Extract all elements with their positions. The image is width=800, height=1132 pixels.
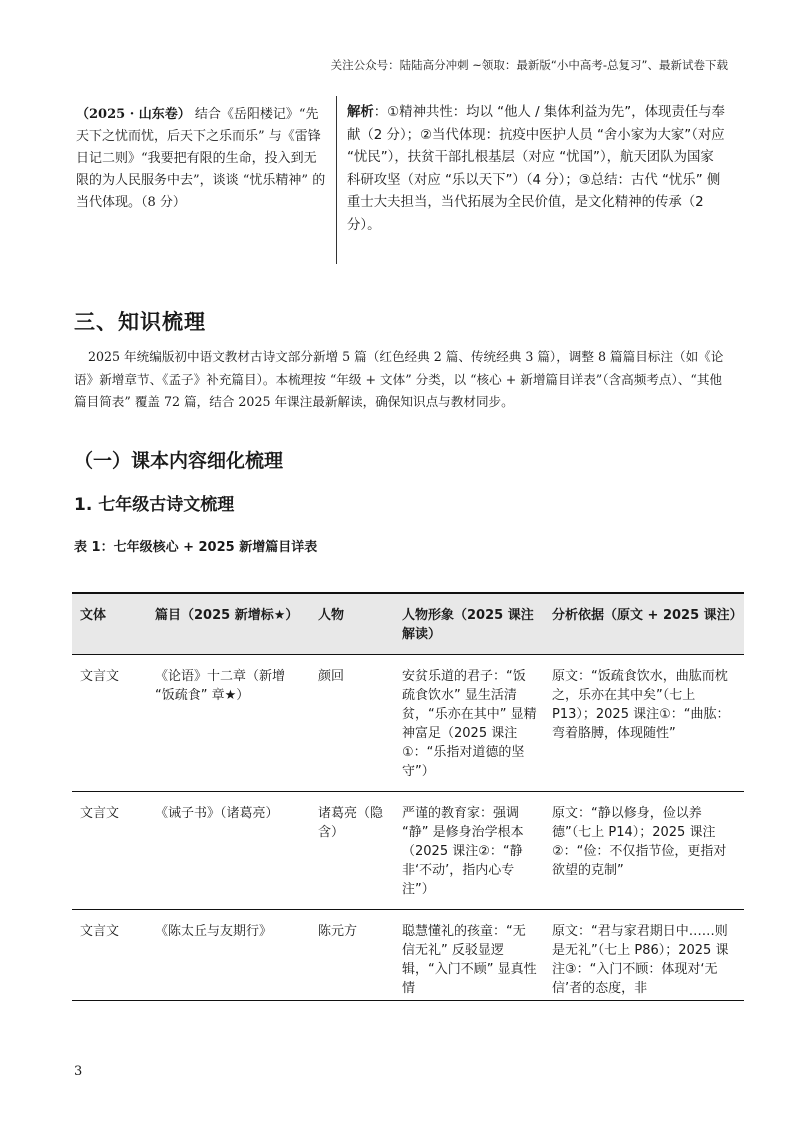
cell-character: 颜回 — [310, 655, 394, 792]
header-genre: 文体 — [72, 593, 147, 655]
cell-genre — [72, 910, 147, 1001]
header-basis: 分析依据（原文 + 2025 课注） — [544, 593, 744, 655]
question-source: （2025 · 山东卷） — [76, 107, 191, 122]
section-title: 三、知识梳理 — [74, 310, 206, 334]
cell-image: 严谨的教育家：强调 “静” 是修身治学根本（2025 课注②：“静非‘不动’，指内心专注”） — [394, 792, 544, 910]
answer-label: 解析 — [347, 105, 374, 120]
poem-table — [72, 592, 744, 1001]
subsection-title: （一）课本内容细化梳理 — [74, 450, 284, 472]
header-note: 关注公众号：陆陆高分冲刺 ~领取：最新版“小中高考-总复习”、最新试卷下载 — [330, 58, 728, 72]
cell-character: 诸葛亮（隐含） — [310, 792, 394, 910]
answer-cell — [337, 96, 734, 264]
cell-image-text: 聪慧懂礼的孩童：“无信无礼” 反驳显逻辑，“入门不顾” 显真性情 — [402, 924, 537, 996]
cell-basis-text: 原文：“君与家君期日中……则是无礼”（七上 P86）；2025 课注③：“入门不顾：体现对‘无信’者的态度，非 — [552, 924, 729, 996]
header-character: 人物 — [310, 593, 394, 655]
cell-genre: 文言文 — [72, 655, 147, 792]
question-text: 结合《岳阳楼记》“先天下之忧而忧，后天下之乐而乐” 与《雷锋日记二则》“我要把有限的生命，投入到无限的为人民服务中去”，谈谈 “忧乐精神” 的当代体现。（8 分） — [76, 107, 326, 210]
cell-title — [147, 910, 310, 1001]
qa-block — [68, 96, 734, 264]
answer-text: ：①精神共性：均以 “他人 / 集体利益为先”，体现责任与奉献（2 分）；②当代体现：抗疫中医护人员 “舍小家为大家”（对应 “忧民”），扶贫干部扎根基层（对应 “忧国”），航天团队为国家科研攻坚（对应 “乐以天下”）（4 分）；③总结：古代 “忧乐” 侧重士大夫担当，当代拓展为全民价值，是文化精神的传承（2 分）。 — [347, 105, 725, 233]
table-row — [72, 792, 744, 910]
cell-image — [394, 910, 544, 1001]
cell-title: 《论语》十二章（新增 “饭疏食” 章★） — [147, 655, 310, 792]
grade-heading: 1. 七年级古诗文梳理 — [74, 495, 235, 515]
table-row — [72, 655, 744, 792]
cell-basis: 原文：“饭疏食饮水，曲肱而枕之，乐亦在其中矣”（七上 P13）；2025 课注①：“曲肱：弯着胳膊，体现随性” — [544, 655, 744, 792]
cell-title: 《诫子书》（诸葛亮） — [147, 792, 310, 910]
cell-character-text: 陈元方 — [318, 924, 358, 939]
question-cell — [68, 96, 337, 264]
cell-genre: 文言文 — [72, 792, 147, 910]
cell-title-text: 《陈太丘与友期行》 — [155, 924, 273, 939]
cell-image: 安贫乐道的君子：“饭疏食饮水” 显生活清贫，“乐亦在其中” 显精神富足（2025 课注①：“乐指对道德的坚守”） — [394, 655, 544, 792]
cell-basis — [544, 910, 744, 1001]
table-caption: 表 1：七年级核心 + 2025 新增篇目详表 — [74, 540, 318, 555]
cell-genre-text: 文言文 — [80, 924, 120, 939]
header-image: 人物形象（2025 课注解读） — [394, 593, 544, 655]
table-row — [72, 910, 744, 1001]
section-intro: 2025 年统编版初中语文教材古诗文部分新增 5 篇（红色经典 2 篇、传统经典 3 篇），调整 8 篇篇目标注（如《论语》新增章节、《孟子》补充篇目）。本梳理按 “年级 + 文体” 分类，以 “核心 + 新增篇目详表”（含高频考点）、“其他篇目简表” 覆盖 72 篇，结合 2025 年课注最新解读，确保知识点与教材同步。 — [74, 349, 724, 409]
cell-basis: 原文：“静以修身，俭以养德”（七上 P14）；2025 课注②：“俭：不仅指节俭，更指对欲望的克制” — [544, 792, 744, 910]
table-header-row — [72, 593, 744, 655]
page-number: 3 — [74, 1064, 83, 1079]
header-title: 篇目（2025 新增标★） — [147, 593, 310, 655]
cell-character — [310, 910, 394, 1001]
